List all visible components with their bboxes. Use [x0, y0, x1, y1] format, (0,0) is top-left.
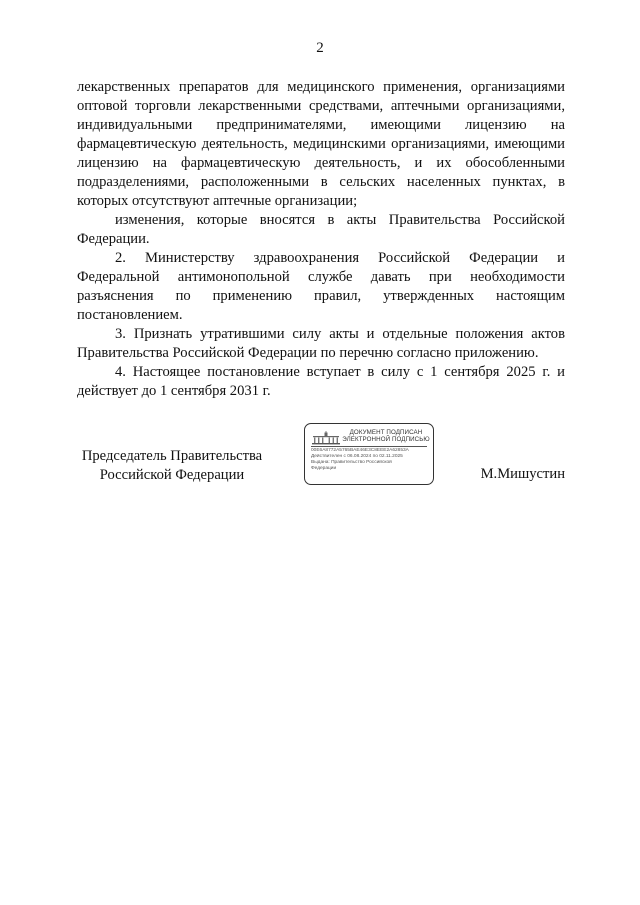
stamp-heading-line-1: ДОКУМЕНТ ПОДПИСАН — [349, 429, 423, 436]
paragraph-amendments: изменения, которые вносятся в акты Правительства Российской Федерации. — [77, 212, 565, 247]
signer-title-line-2: Российской Федерации — [99, 467, 245, 483]
page-number: 2 — [316, 40, 324, 56]
signer-title-line-1: Председатель Правительства — [81, 448, 263, 464]
signer-title — [77, 447, 267, 485]
stamp-certificate: 00E6A8772A5765BAE46E3C8EEE2A62853A — [311, 448, 409, 453]
paragraph-continuation: лекарственных препаратов для медицинского применения, организациями оптовой торговли лекарственными средствами, аптечными организациями, индивидуальными предпринимателями, имеющими лицензию на фармацевтическую деятельность, медицинскими организациями, имеющими лицензию на фармацевтическую деятельность, и их обособленными подразделениями, расположенными в сельских населенных пунктах, в которых отсутствуют аптечные организации; — [77, 79, 565, 209]
stamp-issuer-line-1: Выдана: Правительство Российской — [311, 460, 392, 465]
signer-name: М.Мишустин — [480, 466, 565, 482]
paragraph-item-3: 3. Признать утратившими силу акты и отдельные положения актов Правительства Российской Федерации по перечню согласно приложению. — [77, 326, 565, 361]
paragraph-item-4: 4. Настоящее постановление вступает в силу с 1 сентября 2025 г. и действует до 1 сентября 2031 г. — [77, 364, 565, 399]
government-building-icon — [311, 431, 341, 445]
stamp-validity: Действителен с 06.08.2024 по 02.11.2025 — [311, 454, 403, 459]
stamp-heading-line-2: ЭЛЕКТРОННОЙ ПОДПИСЬЮ — [342, 436, 430, 443]
paragraph-item-2: 2. Министерству здравоохранения Российской Федерации и Федеральной антимонопольной службе давать при необходимости разъяснения по применению правил, утвержденных настоящим постановлением. — [77, 250, 565, 323]
stamp-details — [311, 448, 429, 472]
signature-block — [77, 429, 565, 495]
stamp-heading — [341, 429, 431, 443]
stamp-issuer-line-2: Федерации — [311, 466, 337, 471]
electronic-signature-stamp — [304, 423, 434, 485]
stamp-divider — [311, 446, 427, 447]
document-body — [77, 78, 565, 401]
